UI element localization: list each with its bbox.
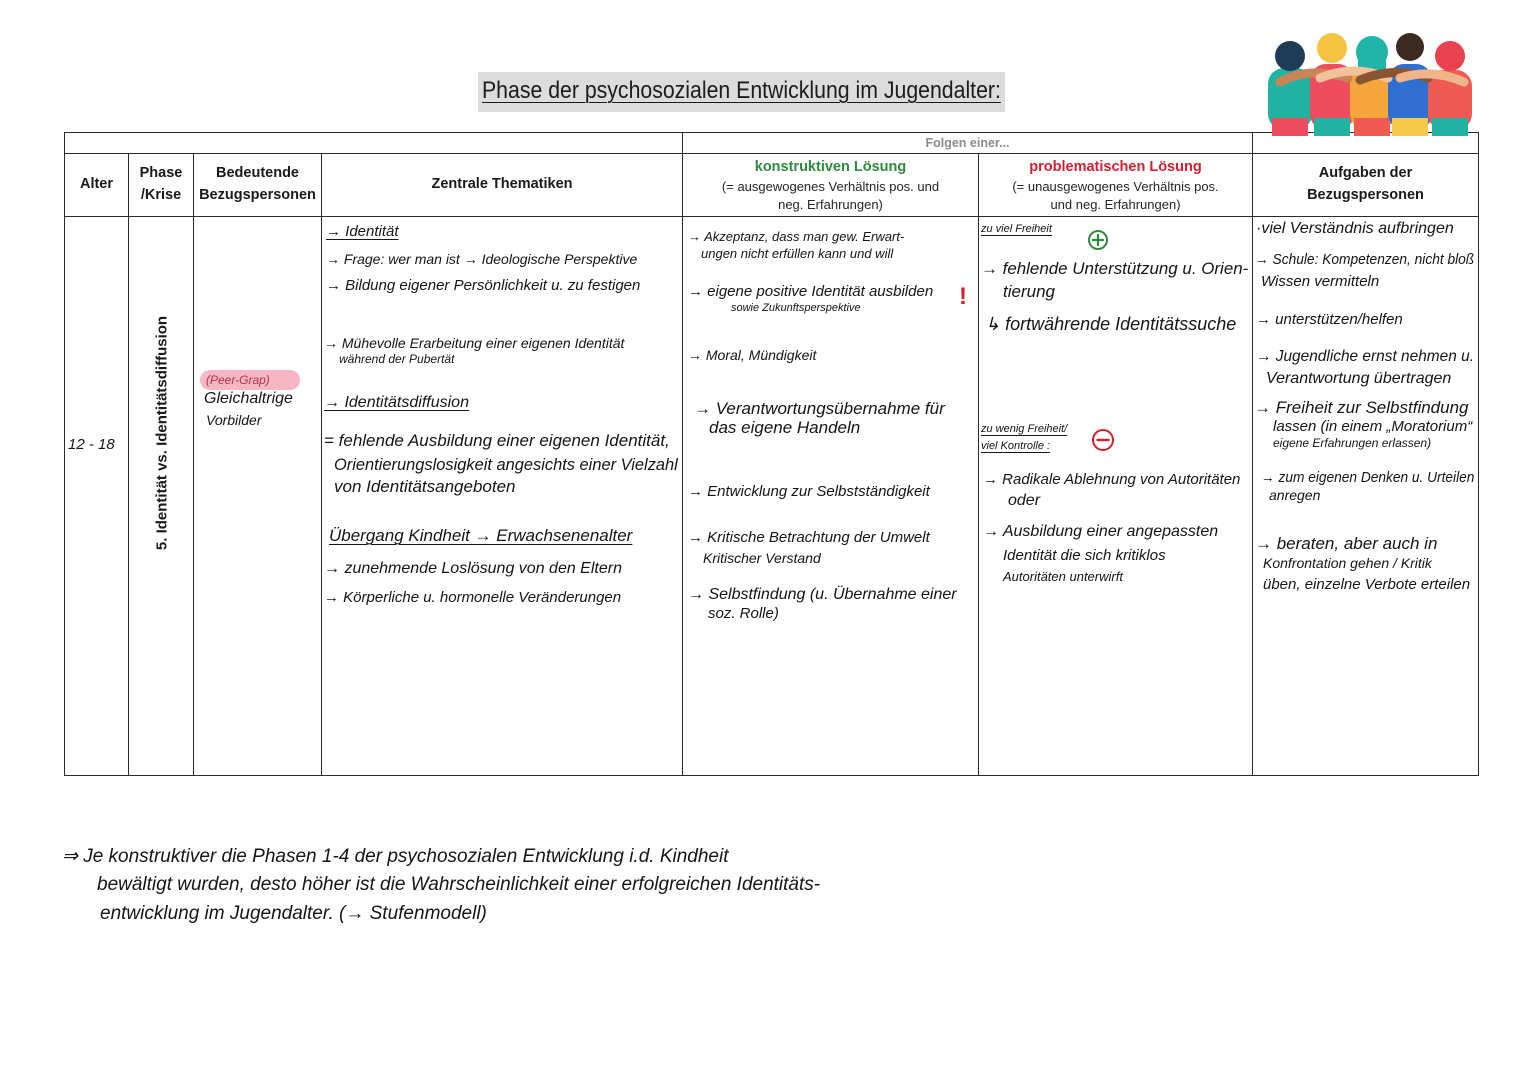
- header-konstruktiv: [682, 153, 979, 217]
- header-konstruktiv-sub: neg. Erfahrungen): [778, 196, 883, 212]
- aufgaben-line: eigene Erfahrungen erlassen): [1273, 436, 1432, 450]
- konstruktiv-line: Kritischer Verstand: [703, 550, 821, 566]
- cell-aufgaben: [1252, 216, 1479, 776]
- aufgaben-line: → Freiheit zur Selbstfindung: [1254, 398, 1469, 417]
- problematisch-line: → fehlende Unterstützung u. Orien-: [981, 259, 1249, 278]
- person-5: [1428, 41, 1472, 136]
- header-phase: [128, 153, 194, 217]
- development-table: [64, 132, 1479, 776]
- aufgaben-line: üben, einzelne Verbote erteilen: [1263, 576, 1471, 593]
- konstruktiv-line: → Verantwortungsübernahme für: [694, 399, 945, 418]
- konstruktiv-line: → Moral, Mündigkeit: [688, 347, 817, 363]
- problematisch-line: → Radikale Ablehnung von Autoritäten: [983, 471, 1241, 488]
- conclusion-line: ⇒ Je konstruktiver die Phasen 1-4 der psychosozialen Entwicklung i.d. Kindheit: [62, 846, 729, 867]
- aufgaben-line: Konfrontation gehen / Kritik: [1263, 555, 1432, 571]
- phase-crisis-label: 5. Identität vs. Identitätsdiffusion: [153, 315, 171, 551]
- person-4: [1388, 33, 1432, 136]
- problematisch-subheading: viel Kontrolle :: [981, 440, 1051, 452]
- header-aufgaben-line: Bezugspersonen: [1307, 187, 1424, 203]
- problematisch-line: ↳ fortwährende Identitätssuche: [985, 314, 1237, 334]
- page-title: Phase der psychosozialen Entwicklung im Jugendalter:: [482, 77, 1001, 104]
- konstruktiv-line: das eigene Handeln: [709, 418, 861, 437]
- konstruktiv-line: sowie Zukunftsperspektive: [731, 302, 861, 314]
- konstruktiv-line: → Kritische Betrachtung der Umwelt: [688, 529, 930, 546]
- konstruktiv-line: → Akzeptanz, dass man gew. Erwart-: [688, 229, 905, 244]
- header-thematiken-label: Zentrale Thematiken: [431, 176, 573, 193]
- person-1: [1268, 41, 1312, 136]
- cell-problematisch: [978, 216, 1253, 776]
- header-problematisch: [978, 153, 1253, 217]
- aufgaben-line: Verantwortung übertragen: [1266, 370, 1452, 387]
- header-bezug-line: Bezugspersonen: [199, 187, 316, 203]
- thematik-line: von Identitätsangeboten: [334, 477, 516, 496]
- konstruktiv-line: soz. Rolle): [708, 605, 779, 622]
- header-alter: [64, 153, 129, 217]
- thematik-heading: → Identitätsdiffusion: [324, 394, 469, 411]
- aufgaben-line: anregen: [1269, 487, 1321, 503]
- folgen-label: Folgen einer...: [925, 136, 1010, 150]
- bezug-line: Vorbilder: [206, 412, 262, 428]
- conclusion-line: bewältigt wurden, desto höher ist die Wahrscheinlichkeit einer erfolgreichen Identitäts-: [97, 874, 821, 895]
- exclamation-icon: !: [959, 283, 967, 310]
- thematik-line: → Frage: wer man ist → Ideologische Perspektive: [326, 251, 638, 267]
- thematik-line: → Körperliche u. hormonelle Veränderungen: [324, 589, 622, 606]
- bezug-line: Gleichaltrige: [204, 390, 293, 407]
- top-left-empty-cell: [64, 132, 683, 154]
- folgen-header-cell: [682, 132, 1253, 154]
- aufgaben-line: lassen (in einem „Moratorium“: [1273, 418, 1473, 435]
- age-range: 12 - 18: [68, 436, 115, 453]
- aufgaben-line: → zum eigenen Denken u. Urteilen: [1261, 469, 1475, 486]
- thematik-line: → zunehmende Loslösung von den Eltern: [324, 560, 622, 577]
- header-bezug-line: Bedeutende: [216, 165, 299, 182]
- cell-bezug: [193, 216, 322, 776]
- person-3: [1350, 36, 1394, 136]
- header-bezug: [193, 153, 322, 217]
- aufgaben-line: Wissen vermitteln: [1261, 273, 1380, 290]
- cell-phase: [128, 216, 194, 776]
- konstruktiv-line: → Entwicklung zur Selbstständigkeit: [688, 483, 930, 500]
- peer-group-highlight: [200, 370, 300, 390]
- header-alter-label: Alter: [79, 176, 114, 193]
- thematik-line: → Mühevolle Erarbeitung einer eigenen Identität: [324, 335, 625, 351]
- plus-circle-icon: [1087, 229, 1109, 251]
- header-aufgaben: [1252, 153, 1479, 217]
- problematisch-line: Autoritäten unterwirft: [1003, 569, 1123, 584]
- aufgaben-line: ·viel Verständnis aufbringen: [1256, 220, 1454, 237]
- header-phase-line: Phase: [139, 165, 183, 182]
- konstruktiv-line: ungen nicht erfüllen kann und will: [701, 246, 894, 261]
- cell-konstruktiv: [682, 216, 979, 776]
- people-group-illustration: [1258, 20, 1480, 136]
- header-konstruktiv-title: konstruktiven Lösung: [754, 158, 907, 175]
- problematisch-subheading: zu wenig Freiheit/: [981, 423, 1068, 435]
- konstruktiv-line: → eigene positive Identität ausbilden: [688, 283, 934, 300]
- conclusion-line: entwicklung im Jugendalter. (→ Stufenmodell): [100, 903, 487, 924]
- aufgaben-line: → Schule: Kompetenzen, nicht bloß: [1255, 251, 1475, 268]
- header-aufgaben-line: Aufgaben der: [1318, 165, 1413, 182]
- cell-thematiken: [321, 216, 683, 776]
- problematisch-line: tierung: [1003, 282, 1055, 301]
- thematik-line: = fehlende Ausbildung einer eigenen Identität,: [324, 431, 670, 450]
- person-2: [1310, 33, 1354, 136]
- header-thematiken: [321, 153, 683, 217]
- problematisch-line: oder: [1008, 492, 1041, 509]
- thematik-line: Orientierungslosigkeit angesichts einer Vielzahl: [334, 455, 678, 474]
- konstruktiv-line: → Selbstfindung (u. Übernahme einer: [688, 586, 957, 603]
- minus-circle-icon: [1091, 428, 1115, 452]
- aufgaben-line: → unterstützen/helfen: [1256, 311, 1403, 328]
- header-phase-line: /Krise: [140, 187, 182, 203]
- problematisch-subheading: zu viel Freiheit: [981, 223, 1052, 235]
- title-band: [478, 72, 1005, 112]
- thematik-heading: Übergang Kindheit → Erwachsenenalter: [329, 526, 633, 545]
- thematik-line: während der Pubertät: [339, 352, 455, 366]
- thematik-heading: → Identität: [326, 223, 399, 240]
- header-problematisch-title: problematischen Lösung: [1029, 158, 1202, 175]
- peer-group-label: (Peer-Grap): [206, 373, 270, 387]
- header-problematisch-sub: und neg. Erfahrungen): [1050, 196, 1181, 212]
- aufgaben-line: → Jugendliche ernst nehmen u.: [1256, 348, 1475, 365]
- thematik-line: → Bildung eigener Persönlichkeit u. zu festigen: [326, 277, 641, 294]
- aufgaben-line: → beraten, aber auch in: [1255, 534, 1438, 553]
- header-konstruktiv-sub: (= ausgewogenes Verhältnis pos. und: [721, 179, 940, 195]
- problematisch-line: Identität die sich kritiklos: [1003, 547, 1166, 564]
- header-problematisch-sub: (= unausgewogenes Verhältnis pos.: [1012, 179, 1219, 195]
- cell-alter: [64, 216, 129, 776]
- problematisch-line: → Ausbildung einer angepassten: [983, 523, 1219, 540]
